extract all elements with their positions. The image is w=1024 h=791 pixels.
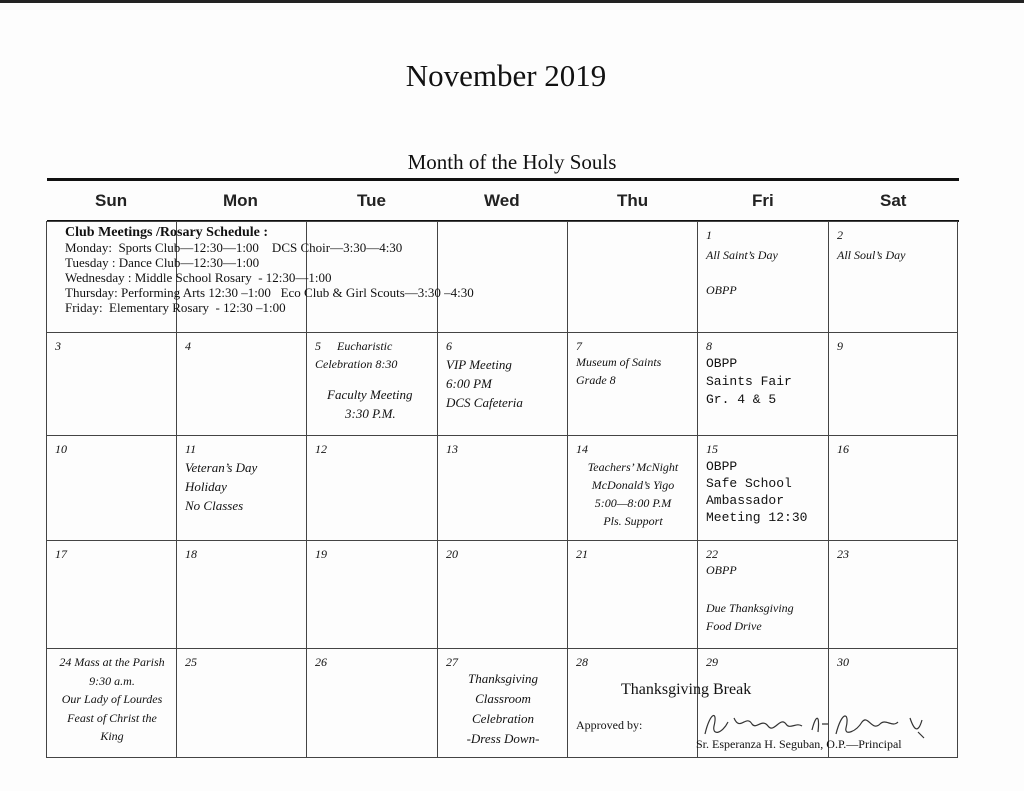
event-text: All Saint’s Day bbox=[706, 248, 778, 262]
day-number: 18 bbox=[185, 547, 197, 561]
day-number: 23 bbox=[837, 547, 849, 561]
event-text: OBPP bbox=[706, 459, 738, 474]
day-cell-1 bbox=[698, 222, 829, 333]
day-number: 19 bbox=[315, 547, 327, 561]
principal-name: Sr. Esperanza H. Seguban, O.P.—Principal bbox=[696, 737, 902, 751]
day-number: 21 bbox=[576, 547, 588, 561]
event-text: Holiday bbox=[185, 479, 227, 494]
day-cell-25 bbox=[177, 649, 307, 758]
day-number: 16 bbox=[837, 442, 849, 456]
club-schedule-line: Thursday: Performing Arts 12:30 –1:00 Eco Club & Girl Scouts—3:30 –4:30 bbox=[65, 285, 474, 300]
event-text: DCS Cafeteria bbox=[446, 395, 523, 410]
club-schedule-line: Tuesday : Dance Club—12:30—1:00 bbox=[65, 255, 260, 270]
event-text: Celebration bbox=[471, 711, 535, 726]
event-text: OBPP bbox=[706, 283, 737, 297]
day-number: 17 bbox=[55, 547, 67, 561]
day-number: 11 bbox=[185, 442, 197, 456]
day-number: 8 bbox=[706, 339, 712, 353]
day-cell-2 bbox=[829, 222, 958, 333]
day-cell-27 bbox=[438, 649, 568, 758]
day-cell-7 bbox=[568, 333, 698, 436]
day-number: 27 bbox=[446, 655, 458, 669]
event-text: Saints Fair bbox=[706, 374, 792, 389]
day-cell-6 bbox=[438, 333, 568, 436]
day-cell-5 bbox=[307, 333, 438, 436]
day-header-sat: Sat bbox=[880, 191, 907, 210]
day-number: 6 bbox=[446, 339, 452, 353]
event-text: -Dress Down- bbox=[466, 731, 540, 746]
day-number: 5 bbox=[315, 339, 321, 353]
event-text: 6:00 PM bbox=[446, 376, 492, 391]
day-cell-17 bbox=[47, 541, 177, 649]
day-number: 26 bbox=[315, 655, 327, 669]
day-cell-12 bbox=[307, 436, 438, 541]
day-number: 25 bbox=[185, 655, 197, 669]
day-header-tue: Tue bbox=[357, 191, 386, 210]
week-row-2 bbox=[47, 333, 958, 436]
event-text: 3:30 P.M. bbox=[345, 406, 396, 421]
event-text: OBPP bbox=[706, 356, 738, 371]
calendar-subtitle: Month of the Holy Souls bbox=[407, 150, 617, 174]
day-cell-23 bbox=[829, 541, 958, 649]
event-text: King bbox=[100, 729, 124, 743]
event-text: Meeting 12:30 bbox=[706, 510, 808, 525]
day-cell-15 bbox=[698, 436, 829, 541]
event-text: 9:30 a.m. bbox=[89, 673, 135, 688]
day-number: 15 bbox=[706, 442, 718, 456]
event-text: 5:00—8:00 P.M bbox=[594, 496, 672, 510]
day-header-sun: Sun bbox=[95, 191, 128, 210]
event-text: Eucharistic bbox=[337, 339, 393, 353]
event-text: Gr. 4 & 5 bbox=[706, 392, 777, 407]
week-row-4 bbox=[47, 541, 958, 649]
event-text: McDonald’s Yigo bbox=[591, 478, 675, 492]
event-text: Safe School bbox=[706, 476, 792, 491]
header-rule-top bbox=[47, 178, 959, 181]
day-header-wed: Wed bbox=[484, 191, 520, 210]
event-text: Celebration 8:30 bbox=[315, 357, 398, 371]
day-number: 2 bbox=[837, 228, 843, 242]
approved-by-label: Approved by: bbox=[576, 718, 643, 732]
day-cell-16 bbox=[829, 436, 958, 541]
day-number: 14 bbox=[576, 442, 588, 456]
club-schedule-heading: Club Meetings /Rosary Schedule : bbox=[65, 225, 268, 240]
club-schedule-line: Wednesday : Middle School Rosary - 12:30—1:00 bbox=[65, 270, 332, 285]
event-text: Thanksgiving bbox=[467, 671, 539, 686]
event-text: OBPP bbox=[706, 563, 737, 577]
day-cell-26 bbox=[307, 649, 438, 758]
day-number: 20 bbox=[446, 547, 458, 561]
day-cell-empty bbox=[568, 222, 698, 333]
day-number: 12 bbox=[315, 442, 327, 456]
day-cell-8 bbox=[698, 333, 829, 436]
day-number: 29 bbox=[706, 655, 718, 669]
day-header-fri: Fri bbox=[752, 191, 774, 210]
day-number: 10 bbox=[55, 442, 67, 456]
day-number: 28 bbox=[576, 655, 588, 669]
day-cell-28 bbox=[568, 649, 698, 758]
event-text: Due Thanksgiving bbox=[706, 601, 794, 615]
day-number: 1 bbox=[706, 228, 712, 242]
day-number: 30 bbox=[837, 655, 849, 669]
event-text-block bbox=[568, 458, 698, 530]
event-text-block bbox=[47, 653, 177, 746]
top-border-line bbox=[0, 0, 1024, 3]
day-number: 4 bbox=[185, 339, 191, 353]
day-number: 9 bbox=[837, 339, 843, 353]
day-cell-14 bbox=[568, 436, 698, 541]
event-text: Food Drive bbox=[706, 619, 762, 633]
day-cell-20 bbox=[438, 541, 568, 649]
event-text: Ambassador bbox=[706, 493, 785, 508]
day-cell-10 bbox=[47, 436, 177, 541]
day-number: 13 bbox=[446, 442, 458, 456]
event-text: 24 Mass at the Parish bbox=[59, 655, 165, 669]
event-text: Veteran’s Day bbox=[185, 460, 258, 475]
event-text: All Soul’s Day bbox=[837, 248, 906, 262]
day-header-mon: Mon bbox=[223, 191, 258, 210]
club-schedule-line: Monday: Sports Club—12:30—1:00 DCS Choir—3:30—4:30 bbox=[65, 240, 403, 255]
day-number: 3 bbox=[55, 339, 61, 353]
event-text: Grade 8 bbox=[576, 373, 616, 387]
club-schedule bbox=[65, 225, 474, 315]
event-text: Our Lady of Lourdes bbox=[61, 692, 163, 706]
day-cell-19 bbox=[307, 541, 438, 649]
thanksgiving-break-label: Thanksgiving Break bbox=[621, 681, 752, 698]
principal-signature bbox=[700, 704, 950, 744]
club-schedule-line: Friday: Elementary Rosary - 12:30 –1:00 bbox=[65, 300, 286, 315]
calendar-title: November 2019 bbox=[405, 58, 607, 93]
event-text: VIP Meeting bbox=[446, 357, 512, 372]
day-cell-22 bbox=[698, 541, 829, 649]
day-header-thu: Thu bbox=[617, 191, 649, 210]
day-number: 22 bbox=[706, 547, 718, 561]
event-text: Pls. Support bbox=[603, 514, 663, 528]
event-text: Classroom bbox=[475, 691, 531, 706]
day-cell-9 bbox=[829, 333, 958, 436]
event-text: Faculty Meeting bbox=[327, 387, 413, 402]
week-row-3 bbox=[47, 436, 958, 541]
day-cell-4 bbox=[177, 333, 307, 436]
day-cell-3 bbox=[47, 333, 177, 436]
day-cell-24 bbox=[47, 649, 177, 758]
day-number: 7 bbox=[576, 339, 582, 353]
event-text: No Classes bbox=[185, 498, 244, 513]
day-cell-18 bbox=[177, 541, 307, 649]
day-cell-11 bbox=[177, 436, 307, 541]
event-text: Teachers’ McNight bbox=[587, 460, 679, 474]
day-cell-13 bbox=[438, 436, 568, 541]
event-text: Feast of Christ the bbox=[67, 710, 157, 725]
event-text: Museum of Saints bbox=[576, 355, 662, 369]
event-text-block bbox=[438, 669, 568, 749]
day-cell-21 bbox=[568, 541, 698, 649]
